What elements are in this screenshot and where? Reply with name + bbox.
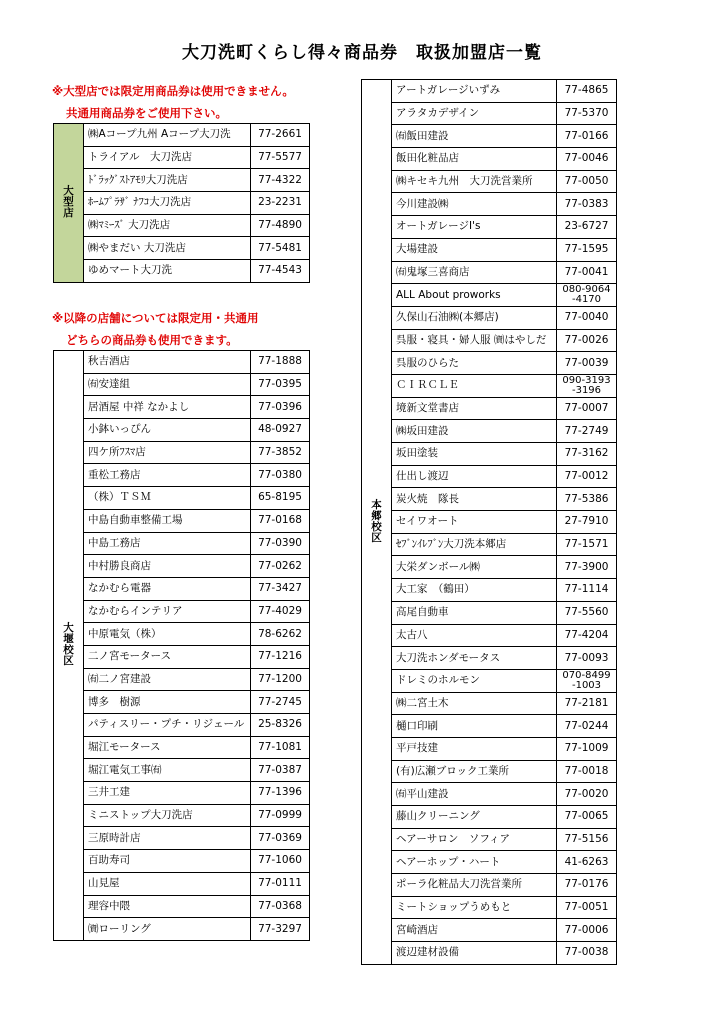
- store-row: [54, 555, 310, 578]
- store-row: [362, 465, 617, 488]
- store-name: ドレミのホルモン: [392, 669, 557, 692]
- store-phone: 77-4865: [557, 80, 617, 103]
- store-row: [54, 146, 310, 169]
- store-name: 百助寿司: [84, 850, 251, 873]
- store-phone: 23-6727: [557, 216, 617, 239]
- store-phone: 77-1888: [251, 351, 310, 374]
- store-row: [54, 714, 310, 737]
- store-name: 渡辺建材設備: [392, 942, 557, 965]
- store-row: [362, 511, 617, 534]
- store-phone: 77-0395: [251, 373, 310, 396]
- store-name: 高尾自動車: [392, 601, 557, 624]
- store-name: 久保山石油㈱(本郷店): [392, 306, 557, 329]
- store-name: 理容中隈: [84, 895, 251, 918]
- store-name: ヘアーホップ・ハート: [392, 851, 557, 874]
- store-row: [362, 828, 617, 851]
- store-name: オートガレージI's: [392, 216, 557, 239]
- store-row: [362, 193, 617, 216]
- store-phone: 77-0166: [557, 125, 617, 148]
- store-name: ㈲平山建設: [392, 783, 557, 806]
- store-phone: 77-0369: [251, 827, 310, 850]
- store-phone: 77-0368: [251, 895, 310, 918]
- store-row: [362, 125, 617, 148]
- store-phone: 77-0038: [557, 942, 617, 965]
- store-phone: 77-0387: [251, 759, 310, 782]
- store-name: ＣＩＲＣＬＥ: [392, 374, 557, 397]
- store-phone: 77-2749: [557, 420, 617, 443]
- store-phone: 77-1060: [251, 850, 310, 873]
- large-store-note-line2: 共通用商品券をご使用下さい。: [66, 106, 227, 120]
- store-name: 堀江モータース: [84, 736, 251, 759]
- store-phone: 77-0026: [557, 329, 617, 352]
- store-phone: 080-9064 -4170: [557, 284, 617, 307]
- store-name: 秋吉酒店: [84, 351, 251, 374]
- district-label: 本 郷 校 区: [362, 80, 392, 965]
- store-name: ㈱ﾏﾐｰｽﾞ 大刀洗店: [84, 214, 251, 237]
- store-phone: 77-4204: [557, 624, 617, 647]
- store-name: 坂田塗装: [392, 443, 557, 466]
- store-phone: 77-0380: [251, 464, 310, 487]
- store-row: [54, 373, 310, 396]
- store-phone: 77-0383: [557, 193, 617, 216]
- store-phone: 77-0244: [557, 715, 617, 738]
- store-name: 四ケ所ﾌｽﾏ店: [84, 441, 251, 464]
- store-name: ﾄﾞﾗｯｸﾞｽﾄｱﾓﾘ大刀洗店: [84, 169, 251, 192]
- store-name: 大刀洗ホンダモータス: [392, 647, 557, 670]
- store-phone: 27-7910: [557, 511, 617, 534]
- store-phone: 77-1009: [557, 737, 617, 760]
- store-row: [362, 874, 617, 897]
- store-phone: 23-2231: [251, 192, 310, 215]
- store-name: ゆめマート大刀洗: [84, 260, 251, 283]
- store-phone: 77-2181: [557, 692, 617, 715]
- store-row: [362, 261, 617, 284]
- store-row: [54, 396, 310, 419]
- store-name: (有)広瀬ブロック工業所: [392, 760, 557, 783]
- store-row: [362, 374, 617, 397]
- district-label: 大 堰 校 区: [54, 351, 84, 941]
- large-store-note-line1: ※大型店では限定用商品券は使用できません。: [52, 84, 294, 98]
- store-row: [54, 237, 310, 260]
- store-name: ㈲二ノ宮建設: [84, 668, 251, 691]
- store-phone: 41-6263: [557, 851, 617, 874]
- store-row: [54, 532, 310, 555]
- store-name: ㈲鬼塚三喜商店: [392, 261, 557, 284]
- store-row: [362, 624, 617, 647]
- store-name: 太古八: [392, 624, 557, 647]
- store-phone: 77-0065: [557, 806, 617, 829]
- store-name: ポーラ化粧品大刀洗営業所: [392, 874, 557, 897]
- store-phone: 77-0006: [557, 919, 617, 942]
- store-name: パティスリー・プチ・リジェール: [84, 714, 251, 737]
- store-row: [362, 238, 617, 261]
- store-phone: 77-3427: [251, 577, 310, 600]
- store-name: ﾎｰﾑﾌﾟﾗｻﾞ ﾅﾌｺ大刀洗店: [84, 192, 251, 215]
- store-phone: 77-4543: [251, 260, 310, 283]
- store-name: 大栄ダンボール㈱: [392, 556, 557, 579]
- oozeki-district-table: [53, 350, 310, 941]
- store-name: （株）ＴＳＭ: [84, 487, 251, 510]
- store-name: 小鉢いっぴん: [84, 419, 251, 442]
- store-phone: 78-6262: [251, 623, 310, 646]
- store-phone: 77-0050: [557, 170, 617, 193]
- store-name: 仕出し渡辺: [392, 465, 557, 488]
- district-label: 大 型 店: [54, 124, 84, 283]
- store-name: ミートショップうめもと: [392, 896, 557, 919]
- store-row: [54, 509, 310, 532]
- store-phone: 77-0262: [251, 555, 310, 578]
- store-phone: 77-3297: [251, 918, 310, 941]
- store-name: ㈲飯田建設: [392, 125, 557, 148]
- store-row: [362, 692, 617, 715]
- store-row: [362, 896, 617, 919]
- store-row: [54, 918, 310, 941]
- store-name: 中原電気（株）: [84, 623, 251, 646]
- store-name: 中島工務店: [84, 532, 251, 555]
- store-row: [54, 782, 310, 805]
- store-phone: 77-0041: [557, 261, 617, 284]
- store-row: [54, 691, 310, 714]
- store-phone: 77-0007: [557, 397, 617, 420]
- store-phone: 77-0093: [557, 647, 617, 670]
- store-phone: 77-4322: [251, 169, 310, 192]
- store-row: [362, 806, 617, 829]
- store-name: 呉服のひらた: [392, 352, 557, 375]
- store-row: [362, 851, 617, 874]
- store-phone: 77-3162: [557, 443, 617, 466]
- store-row: [362, 420, 617, 443]
- store-row: [362, 443, 617, 466]
- store-name: なかむらインテリア: [84, 600, 251, 623]
- store-row: [54, 827, 310, 850]
- store-row: [54, 600, 310, 623]
- store-row: [362, 488, 617, 511]
- store-row: [54, 895, 310, 918]
- store-row: [362, 352, 617, 375]
- store-row: [54, 623, 310, 646]
- store-phone: 070-8499 -1003: [557, 669, 617, 692]
- store-phone: 090-3193 -3196: [557, 374, 617, 397]
- store-name: ㈱やまだい 大刀洗店: [84, 237, 251, 260]
- store-phone: 77-5481: [251, 237, 310, 260]
- store-phone: 77-1571: [557, 533, 617, 556]
- store-row: [54, 192, 310, 215]
- store-row: [362, 80, 617, 103]
- store-row: [362, 216, 617, 239]
- store-phone: 77-5577: [251, 146, 310, 169]
- store-row: [362, 556, 617, 579]
- store-row: [54, 645, 310, 668]
- store-name: 堀江電気工事㈲: [84, 759, 251, 782]
- store-row: [54, 169, 310, 192]
- store-row: [362, 579, 617, 602]
- hongo-district-table: [361, 79, 617, 965]
- store-row: [54, 260, 310, 283]
- store-name: ㈱キセキ九州 大刀洗営業所: [392, 170, 557, 193]
- store-name: 樋口印刷: [392, 715, 557, 738]
- store-name: 飯田化粧品店: [392, 148, 557, 171]
- store-name: トライアル 大刀洗店: [84, 146, 251, 169]
- store-row: [54, 804, 310, 827]
- store-phone: 65-8195: [251, 487, 310, 510]
- store-name: 境新文堂書店: [392, 397, 557, 420]
- store-name: 中島自動車整備工場: [84, 509, 251, 532]
- store-row: [54, 464, 310, 487]
- store-name: ㈱坂田建設: [392, 420, 557, 443]
- store-row: [54, 850, 310, 873]
- store-name: ｾﾌﾞﾝｲﾚﾌﾞﾝ大刀洗本郷店: [392, 533, 557, 556]
- store-row: [362, 397, 617, 420]
- store-row: [362, 148, 617, 171]
- store-row: [54, 759, 310, 782]
- store-name: 重松工務店: [84, 464, 251, 487]
- store-name: 居酒屋 中祥 なかよし: [84, 396, 251, 419]
- store-phone: 77-1081: [251, 736, 310, 759]
- store-name: 大工家 （鶴田）: [392, 579, 557, 602]
- store-row: [362, 715, 617, 738]
- store-phone: 77-0390: [251, 532, 310, 555]
- store-name: 中村勝良商店: [84, 555, 251, 578]
- store-name: アートガレージいずみ: [392, 80, 557, 103]
- store-phone: 77-0111: [251, 872, 310, 895]
- store-name: 平戸技建: [392, 737, 557, 760]
- store-row: [54, 351, 310, 374]
- store-phone: 77-0168: [251, 509, 310, 532]
- store-row: [54, 214, 310, 237]
- store-row: [54, 441, 310, 464]
- store-phone: 77-1595: [557, 238, 617, 261]
- store-row: [54, 419, 310, 442]
- store-row: [54, 872, 310, 895]
- store-name: ミニストップ大刀洗店: [84, 804, 251, 827]
- store-phone: 77-3852: [251, 441, 310, 464]
- store-name: 宮崎酒店: [392, 919, 557, 942]
- store-row: [54, 668, 310, 691]
- general-store-note-line2: どちらの商品券も使用できます。: [66, 333, 238, 347]
- store-row: [362, 760, 617, 783]
- store-phone: 77-0039: [557, 352, 617, 375]
- store-row: [54, 736, 310, 759]
- store-phone: 77-0046: [557, 148, 617, 171]
- store-name: セイワオート: [392, 511, 557, 534]
- store-phone: 77-5386: [557, 488, 617, 511]
- store-name: 今川建設㈱: [392, 193, 557, 216]
- store-row: [362, 533, 617, 556]
- store-row: [362, 783, 617, 806]
- store-row: [54, 124, 310, 147]
- store-name: なかむら電器: [84, 577, 251, 600]
- store-name: 二ノ宮モータース: [84, 645, 251, 668]
- store-phone: 77-1114: [557, 579, 617, 602]
- store-row: [362, 737, 617, 760]
- store-phone: 77-0018: [557, 760, 617, 783]
- store-phone: 77-1216: [251, 645, 310, 668]
- store-phone: 77-0396: [251, 396, 310, 419]
- store-phone: 77-5560: [557, 601, 617, 624]
- store-name: ALL About proworks: [392, 284, 557, 307]
- store-phone: 77-2661: [251, 124, 310, 147]
- store-name: ㈱二宮土木: [392, 692, 557, 715]
- store-name: ㈲安達組: [84, 373, 251, 396]
- store-phone: 77-1200: [251, 668, 310, 691]
- store-row: [362, 102, 617, 125]
- store-phone: 77-0012: [557, 465, 617, 488]
- store-name: 三原時計店: [84, 827, 251, 850]
- store-row: [362, 284, 617, 307]
- store-name: ㈾ローリング: [84, 918, 251, 941]
- store-row: [362, 647, 617, 670]
- general-store-note-line1: ※以降の店舗については限定用・共通用: [52, 311, 259, 325]
- store-row: [362, 942, 617, 965]
- store-name: アラタカデザイン: [392, 102, 557, 125]
- store-row: [362, 669, 617, 692]
- store-name: 山見屋: [84, 872, 251, 895]
- store-phone: 25-8326: [251, 714, 310, 737]
- large-store-table: [53, 123, 310, 283]
- store-row: [362, 919, 617, 942]
- store-name: ㈱Aコープ九州 Aコープ大刀洗: [84, 124, 251, 147]
- store-phone: 77-2745: [251, 691, 310, 714]
- store-phone: 77-0999: [251, 804, 310, 827]
- store-name: 三井工建: [84, 782, 251, 805]
- store-row: [362, 329, 617, 352]
- store-phone: 77-3900: [557, 556, 617, 579]
- store-name: ヘアーサロン ソフィア: [392, 828, 557, 851]
- store-row: [54, 487, 310, 510]
- store-row: [54, 577, 310, 600]
- store-phone: 77-4890: [251, 214, 310, 237]
- store-phone: 77-4029: [251, 600, 310, 623]
- store-name: 藤山クリーニング: [392, 806, 557, 829]
- store-phone: 77-5156: [557, 828, 617, 851]
- store-phone: 77-5370: [557, 102, 617, 125]
- store-phone: 77-1396: [251, 782, 310, 805]
- store-phone: 77-0176: [557, 874, 617, 897]
- store-name: 炭火焼 隊長: [392, 488, 557, 511]
- store-phone: 77-0051: [557, 896, 617, 919]
- store-row: [362, 170, 617, 193]
- store-name: 博多 樹源: [84, 691, 251, 714]
- store-phone: 77-0040: [557, 306, 617, 329]
- store-row: [362, 601, 617, 624]
- store-phone: 48-0927: [251, 419, 310, 442]
- store-row: [362, 306, 617, 329]
- store-name: 大場建設: [392, 238, 557, 261]
- page-title: 大刀洗町くらし得々商品券 取扱加盟店一覧: [182, 43, 542, 63]
- store-phone: 77-0020: [557, 783, 617, 806]
- store-name: 呉服・寝具・婦人服 ㈾はやしだ: [392, 329, 557, 352]
